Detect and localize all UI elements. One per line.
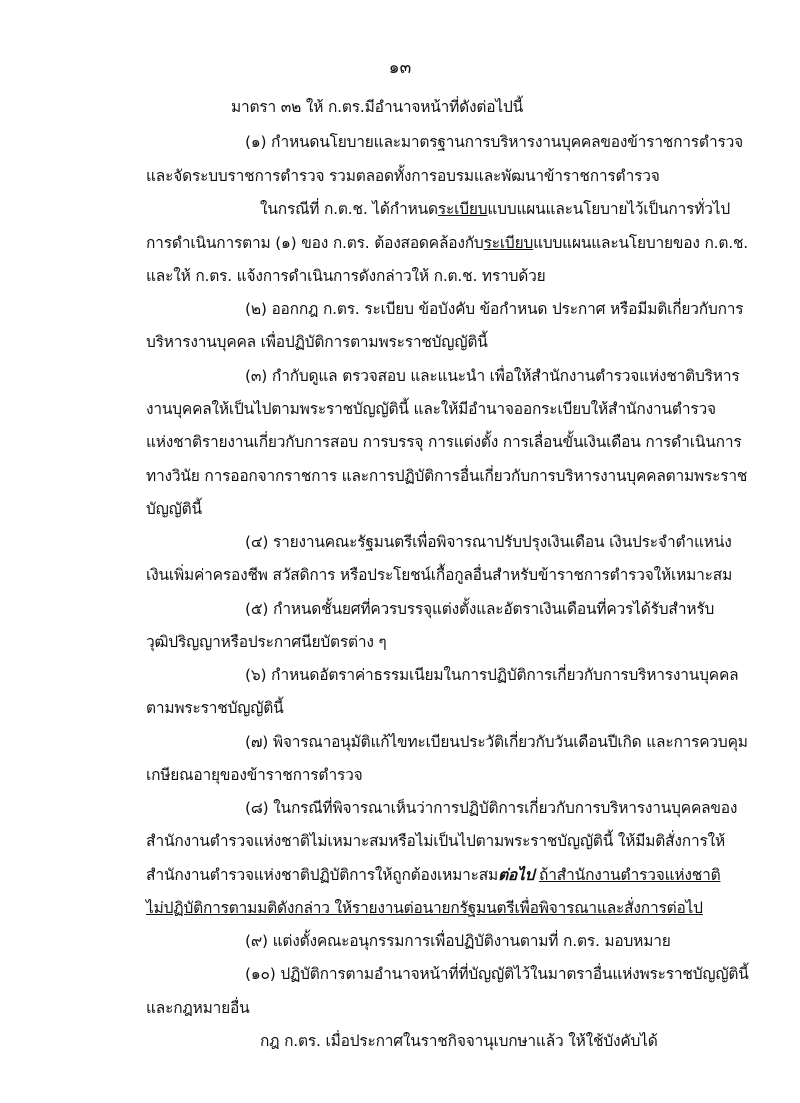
clause-5-line-1: (๕) กำหนดชั้นยศที่ควรบรรจุแต่งตั้งและอัตราเงินเดือนที่ควรได้รับสำหรับ xyxy=(245,600,715,618)
clause-9-line-1: (๙) แต่งตั้งคณะอนุกรรมการเพื่อปฏิบัติงานตามที่ ก.ตร. มอบหมาย xyxy=(245,932,671,950)
section-32-heading: มาตรา ๓๒ ให้ ก.ตร.มีอำนาจหน้าที่ดังต่อไปนี้ xyxy=(231,98,524,116)
clause-8-line-3: สำนักงานตำรวจแห่งชาติปฏิบัติการให้ถูกต้องเหมาะสมต่อไป ถ้าสำนักงานตำรวจแห่งชาติ xyxy=(146,866,721,884)
clause-4-line-1: (๔) รายงานคณะรัฐมนตรีเพื่อพิจารณาปรับปรุงเงินเดือน เงินประจำตำแหน่ง xyxy=(245,533,732,551)
clause-8-line-4: ไม่ปฏิบัติการตามมติดังกล่าว ให้รายงานต่อนายกรัฐมนตรีเพื่อพิจารณาและสั่งการต่อไป xyxy=(146,899,703,917)
clause-4-line-2: เงินเพิ่มค่าครองชีพ สวัสดิการ หรือประโยชน์เกื้อกูลอื่นสำหรับข้าราชการตำรวจให้เหมาะสม xyxy=(146,566,733,584)
closing-paragraph: กฎ ก.ตร. เมื่อประกาศในราชกิจจานุเบกษาแล้ว ให้ใช้บังคับได้ xyxy=(260,1032,658,1050)
clause-2-line-1: (๒) ออกกฎ ก.ตร. ระเบียบ ข้อบังคับ ข้อกำหนด ประกาศ หรือมีมติเกี่ยวกับการ xyxy=(245,300,744,318)
clause-6-line-1: (๖) กำหนดอัตราค่าธรรมเนียมในการปฏิบัติการเกี่ยวกับการบริหารงานบุคคล xyxy=(245,666,739,684)
paragraph-line-1: ในกรณีที่ ก.ต.ช. ได้กำหนดระเบียบแบบแผนและนโยบายไว้เป็นการทั่วไป xyxy=(260,200,730,218)
clause-6-line-2: ตามพระราชบัญญัตินี้ xyxy=(146,699,284,717)
clause-7-line-1: (๗) พิจารณาอนุมัติแก้ไขทะเบียนประวัติเกี่ยวกับวันเดือนปีเกิด และการควบคุม xyxy=(245,733,748,751)
clause-10-line-2: และกฎหมายอื่น xyxy=(146,999,250,1017)
page-number: ๑๓ xyxy=(388,58,412,78)
clause-1-line-1: (๑) กำหนดนโยบายและมาตรฐานการบริหารงานบุคคลของข้าราชการตำรวจ xyxy=(245,133,744,151)
clause-3-line-3: แห่งชาติรายงานเกี่ยวกับการสอบ การบรรจุ การแต่งตั้ง การเลื่อนขั้นเงินเดือน การดำเนินการ xyxy=(146,433,742,451)
clause-10-line-1: (๑๐) ปฏิบัติการตามอำนาจหน้าที่ที่บัญญัติไว้ในมาตราอื่นแห่งพระราชบัญญัตินี้ xyxy=(245,965,749,983)
clause-7-line-2: เกษียณอายุของข้าราชการตำรวจ xyxy=(146,766,363,784)
clause-1-line-2: และจัดระบบราชการตำรวจ รวมตลอดทั้งการอบรมและพัฒนาข้าราชการตำรวจ xyxy=(146,167,660,185)
clause-3-line-5: บัญญัตินี้ xyxy=(146,500,202,518)
clause-3-line-4: ทางวินัย การออกจากราชการ และการปฏิบัติการอื่นเกี่ยวกับการบริหารงานบุคคลตามพระราช xyxy=(146,467,748,485)
clause-2-line-2: บริหารงานบุคคล เพื่อปฏิบัติการตามพระราชบัญญัตินี้ xyxy=(146,333,488,351)
clause-8-line-1: (๘) ในกรณีที่พิจารณาเห็นว่าการปฏิบัติการเกี่ยวกับการบริหารงานบุคคลของ xyxy=(245,799,738,817)
clause-3-line-1: (๓) กำกับดูแล ตรวจสอบ และแนะนำ เพื่อให้สำนักงานตำรวจแห่งชาติบริหาร xyxy=(245,367,740,385)
clause-3-line-2: งานบุคคลให้เป็นไปตามพระราชบัญญัตินี้ และให้มีอำนาจออกระเบียบให้สำนักงานตำรวจ xyxy=(146,400,716,418)
paragraph-line-2: การดำเนินการตาม (๑) ของ ก.ตร. ต้องสอดคล้องกับระเบียบแบบแผนและนโยบายของ ก.ต.ช. xyxy=(146,234,749,252)
clause-8-line-2: สำนักงานตำรวจแห่งชาติไม่เหมาะสมหรือไม่เป็นไปตามพระราชบัญญัตินี้ ให้มีมติสั่งการให้ xyxy=(146,832,725,850)
paragraph-line-3: และให้ ก.ตร. แจ้งการดำเนินการดังกล่าวให้ ก.ต.ช. ทราบด้วย xyxy=(146,267,546,285)
clause-5-line-2: วุฒิปริญญาหรือประกาศนียบัตรต่าง ๆ xyxy=(146,633,387,651)
